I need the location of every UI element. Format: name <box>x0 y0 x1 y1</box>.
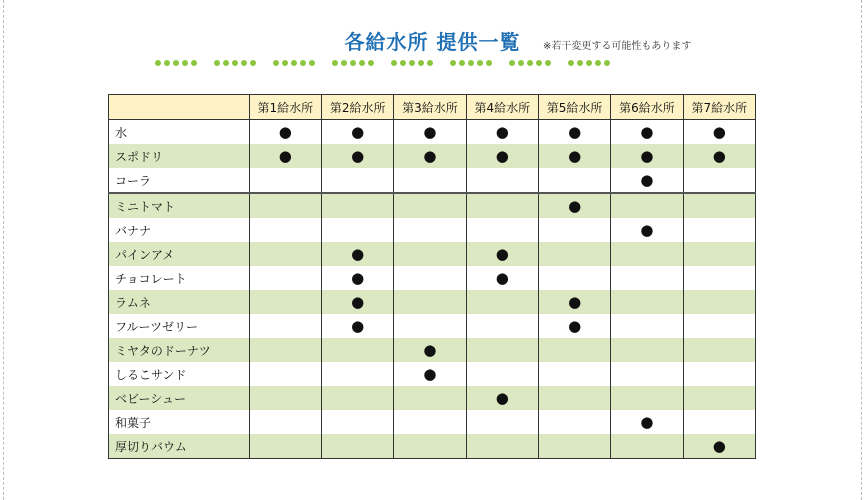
dot-group <box>509 60 554 66</box>
provided-mark: ● <box>640 147 654 165</box>
station-4-cell <box>466 193 538 218</box>
header-station-2: 第2給水所 <box>321 95 393 120</box>
provided-mark: ● <box>712 147 726 165</box>
header-station-7: 第7給水所 <box>683 95 755 120</box>
dot-decoration <box>164 60 170 66</box>
station-7-cell <box>683 266 755 290</box>
station-7-cell <box>683 290 755 314</box>
dot-decoration <box>418 60 424 66</box>
station-1-cell <box>249 266 321 290</box>
station-7-cell <box>683 193 755 218</box>
station-2-cell <box>321 362 393 386</box>
station-2-cell <box>321 338 393 362</box>
station-4-cell <box>466 386 538 410</box>
station-1-cell <box>249 314 321 338</box>
item-label: コーラ <box>109 168 250 193</box>
station-5-cell <box>538 338 610 362</box>
item-label: 和菓子 <box>109 410 250 434</box>
dot-decoration <box>332 60 338 66</box>
station-4-cell <box>466 144 538 168</box>
station-3-cell <box>394 168 466 193</box>
provided-mark: ● <box>495 245 509 263</box>
dot-group <box>391 60 436 66</box>
header-station-3: 第3給水所 <box>394 95 466 120</box>
dot-decoration <box>391 60 397 66</box>
table-header-row <box>109 95 756 120</box>
change-note: ※若干変更する可能性もあります <box>543 41 692 52</box>
provided-mark: ● <box>351 123 365 141</box>
dot-decoration <box>509 60 515 66</box>
dot-decoration <box>350 60 356 66</box>
station-4-cell <box>466 242 538 266</box>
station-7-cell <box>683 168 755 193</box>
provided-mark: ● <box>568 317 582 335</box>
provided-mark: ● <box>423 147 437 165</box>
station-1-cell <box>249 193 321 218</box>
dot-group <box>568 60 613 66</box>
dot-decoration <box>400 60 406 66</box>
dot-group <box>332 60 377 66</box>
station-3-cell <box>394 266 466 290</box>
header-corner <box>109 95 250 120</box>
station-1-cell <box>249 218 321 242</box>
station-1-cell <box>249 242 321 266</box>
provided-mark: ● <box>640 413 654 431</box>
item-label: 水 <box>109 120 250 145</box>
station-6-cell <box>611 290 683 314</box>
provided-mark: ● <box>640 221 654 239</box>
dot-decoration <box>450 60 456 66</box>
table-row <box>109 218 756 242</box>
station-4-cell <box>466 120 538 145</box>
provided-mark: ● <box>495 269 509 287</box>
provided-mark: ● <box>495 123 509 141</box>
station-4-cell <box>466 314 538 338</box>
station-7-cell <box>683 386 755 410</box>
station-1-cell <box>249 168 321 193</box>
station-4-cell <box>466 218 538 242</box>
provided-mark: ● <box>351 269 365 287</box>
station-5-cell <box>538 434 610 459</box>
station-3-cell <box>394 434 466 459</box>
provided-mark: ● <box>568 197 582 215</box>
station-5-cell <box>538 242 610 266</box>
provided-mark: ● <box>568 147 582 165</box>
station-3-cell <box>394 144 466 168</box>
station-1-cell <box>249 410 321 434</box>
table-row <box>109 120 756 145</box>
station-7-cell <box>683 410 755 434</box>
table-row <box>109 193 756 218</box>
dot-decoration <box>155 60 161 66</box>
station-7-cell <box>683 120 755 145</box>
station-2-cell <box>321 193 393 218</box>
station-6-cell <box>611 193 683 218</box>
station-7-cell <box>683 362 755 386</box>
station-3-cell <box>394 338 466 362</box>
dot-decoration <box>459 60 465 66</box>
item-label: 厚切りバウム <box>109 434 250 459</box>
station-4-cell <box>466 410 538 434</box>
station-5-cell <box>538 168 610 193</box>
dot-decoration <box>409 60 415 66</box>
station-6-cell <box>611 386 683 410</box>
dot-decoration <box>486 60 492 66</box>
provided-mark: ● <box>278 123 292 141</box>
station-3-cell <box>394 410 466 434</box>
station-1-cell <box>249 386 321 410</box>
provided-mark: ● <box>351 147 365 165</box>
station-2-cell <box>321 242 393 266</box>
table-row <box>109 362 756 386</box>
table-row <box>109 242 756 266</box>
dot-decoration <box>545 60 551 66</box>
station-6-cell <box>611 218 683 242</box>
station-5-cell <box>538 193 610 218</box>
supply-table <box>108 94 756 459</box>
provided-mark: ● <box>712 123 726 141</box>
station-2-cell <box>321 218 393 242</box>
dot-decoration <box>241 60 247 66</box>
provided-mark: ● <box>712 437 726 455</box>
station-7-cell <box>683 434 755 459</box>
provided-mark: ● <box>423 365 437 383</box>
provided-mark: ● <box>568 293 582 311</box>
station-3-cell <box>394 386 466 410</box>
station-4-cell <box>466 290 538 314</box>
station-1-cell <box>249 362 321 386</box>
item-label: ミニトマト <box>109 193 250 218</box>
item-label: チョコレート <box>109 266 250 290</box>
dot-group <box>273 60 318 66</box>
station-6-cell <box>611 362 683 386</box>
dot-decoration <box>291 60 297 66</box>
dot-decoration <box>595 60 601 66</box>
provided-mark: ● <box>495 389 509 407</box>
dot-group <box>450 60 495 66</box>
station-3-cell <box>394 242 466 266</box>
station-2-cell <box>321 314 393 338</box>
dot-decoration <box>232 60 238 66</box>
dot-decoration <box>368 60 374 66</box>
item-label: しるこサンド <box>109 362 250 386</box>
station-3-cell <box>394 218 466 242</box>
provided-mark: ● <box>423 123 437 141</box>
dot-group <box>155 60 200 66</box>
dot-decoration <box>427 60 433 66</box>
station-5-cell <box>538 266 610 290</box>
station-5-cell <box>538 218 610 242</box>
provided-mark: ● <box>640 123 654 141</box>
table-row <box>109 386 756 410</box>
dot-decoration <box>309 60 315 66</box>
frame-border-right <box>861 0 862 500</box>
station-5-cell <box>538 290 610 314</box>
station-1-cell <box>249 338 321 362</box>
station-2-cell <box>321 120 393 145</box>
station-4-cell <box>466 266 538 290</box>
dot-decoration <box>273 60 279 66</box>
table-row <box>109 144 756 168</box>
dot-decoration <box>468 60 474 66</box>
station-1-cell <box>249 144 321 168</box>
station-5-cell <box>538 314 610 338</box>
station-1-cell <box>249 290 321 314</box>
station-6-cell <box>611 410 683 434</box>
station-4-cell <box>466 338 538 362</box>
dot-group <box>214 60 259 66</box>
station-5-cell <box>538 144 610 168</box>
dot-decoration <box>300 60 306 66</box>
dot-decoration <box>577 60 583 66</box>
item-label: フルーツゼリー <box>109 314 250 338</box>
page-title: 各給水所 提供一覧 <box>344 30 521 54</box>
station-5-cell <box>538 120 610 145</box>
dot-decoration <box>214 60 220 66</box>
station-5-cell <box>538 410 610 434</box>
dot-decoration <box>282 60 288 66</box>
item-label: バナナ <box>109 218 250 242</box>
station-4-cell <box>466 434 538 459</box>
dot-decoration <box>527 60 533 66</box>
table-row <box>109 314 756 338</box>
header-station-1: 第1給水所 <box>249 95 321 120</box>
header-station-4: 第4給水所 <box>466 95 538 120</box>
item-label: パインアメ <box>109 242 250 266</box>
dot-decoration <box>359 60 365 66</box>
table-body <box>109 120 756 459</box>
station-3-cell <box>394 193 466 218</box>
station-2-cell <box>321 386 393 410</box>
provided-mark: ● <box>423 341 437 359</box>
table-row <box>109 290 756 314</box>
station-7-cell <box>683 218 755 242</box>
station-1-cell <box>249 434 321 459</box>
station-6-cell <box>611 168 683 193</box>
header-station-6: 第6給水所 <box>611 95 683 120</box>
station-3-cell <box>394 314 466 338</box>
station-6-cell <box>611 434 683 459</box>
station-4-cell <box>466 362 538 386</box>
dot-decoration <box>250 60 256 66</box>
dot-decoration <box>223 60 229 66</box>
provided-mark: ● <box>640 171 654 189</box>
station-3-cell <box>394 290 466 314</box>
station-2-cell <box>321 168 393 193</box>
provided-mark: ● <box>351 245 365 263</box>
dot-decoration <box>182 60 188 66</box>
table-row <box>109 410 756 434</box>
dot-decoration <box>341 60 347 66</box>
provided-mark: ● <box>495 147 509 165</box>
dot-decoration <box>604 60 610 66</box>
station-7-cell <box>683 338 755 362</box>
station-5-cell <box>538 386 610 410</box>
station-6-cell <box>611 314 683 338</box>
station-7-cell <box>683 242 755 266</box>
station-6-cell <box>611 266 683 290</box>
item-label: ベビーシュー <box>109 386 250 410</box>
item-label: ラムネ <box>109 290 250 314</box>
station-2-cell <box>321 144 393 168</box>
dot-decoration <box>191 60 197 66</box>
table-row <box>109 168 756 193</box>
station-6-cell <box>611 144 683 168</box>
dot-decoration <box>173 60 179 66</box>
provided-mark: ● <box>351 317 365 335</box>
decorative-dot-divider <box>155 58 715 68</box>
station-6-cell <box>611 242 683 266</box>
item-label: ミヤタのドーナツ <box>109 338 250 362</box>
dot-decoration <box>536 60 542 66</box>
station-2-cell <box>321 434 393 459</box>
table-row <box>109 434 756 459</box>
station-3-cell <box>394 120 466 145</box>
dot-decoration <box>568 60 574 66</box>
dot-decoration <box>477 60 483 66</box>
provided-mark: ● <box>568 123 582 141</box>
table-row <box>109 266 756 290</box>
station-2-cell <box>321 266 393 290</box>
table-row <box>109 338 756 362</box>
header-station-5: 第5給水所 <box>538 95 610 120</box>
station-3-cell <box>394 362 466 386</box>
station-2-cell <box>321 290 393 314</box>
station-4-cell <box>466 168 538 193</box>
station-5-cell <box>538 362 610 386</box>
dot-decoration <box>518 60 524 66</box>
frame-border-left <box>3 0 4 500</box>
station-2-cell <box>321 410 393 434</box>
station-7-cell <box>683 144 755 168</box>
station-7-cell <box>683 314 755 338</box>
station-6-cell <box>611 338 683 362</box>
station-1-cell <box>249 120 321 145</box>
dot-decoration <box>586 60 592 66</box>
provided-mark: ● <box>351 293 365 311</box>
provided-mark: ● <box>278 147 292 165</box>
item-label: スポドリ <box>109 144 250 168</box>
station-6-cell <box>611 120 683 145</box>
